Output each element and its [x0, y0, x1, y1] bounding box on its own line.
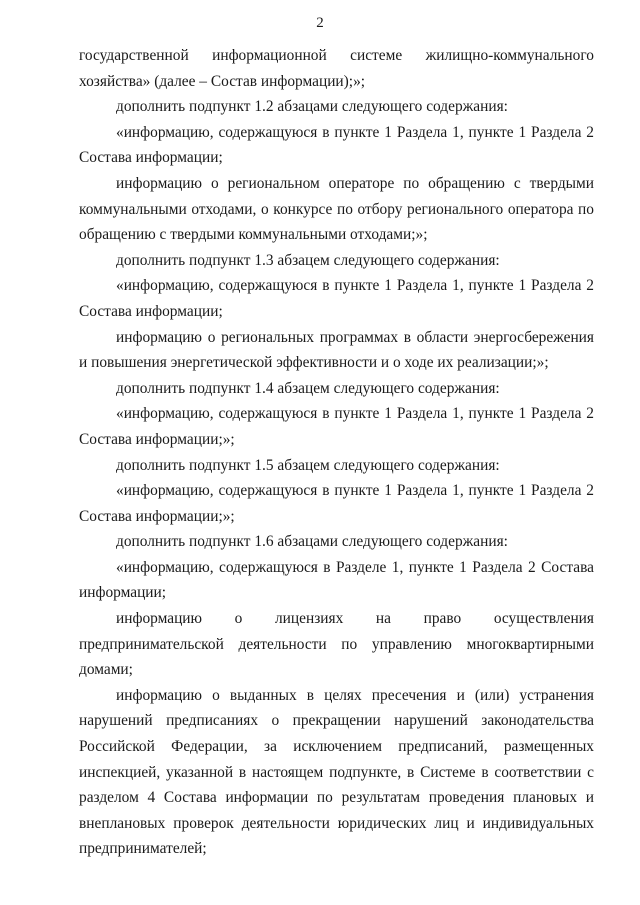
- paragraph: дополнить подпункт 1.4 абзацем следующего содержания:: [116, 379, 500, 397]
- page-number: 2: [316, 15, 324, 31]
- paragraph: «информацию, содержащуюся в пункте 1 Раздела 1, пункте 1 Раздела 2 Состава информации;»;: [79, 405, 594, 448]
- paragraph: «информацию, содержащуюся в пункте 1 Раздела 1, пункте 1 Раздела 2 Состава информации;: [79, 277, 594, 320]
- paragraph: «информацию, содержащуюся в пункте 1 Раздела 1, пункте 1 Раздела 2 Состава информации;»;: [79, 482, 594, 525]
- document-body: [79, 43, 594, 862]
- paragraph: информацию о региональных программах в области энергосбережения и повышения энергетической эффективности и о ходе их реализации;»;: [79, 328, 594, 372]
- paragraph: дополнить подпункт 1.2 абзацами следующего содержания:: [116, 98, 508, 116]
- paragraph: «информацию, содержащуюся в Разделе 1, пункте 1 Раздела 2 Состава информации;: [79, 558, 594, 602]
- paragraph: государственной информационной системе жилищно-коммунального хозяйства» (далее – Состав информации);»;: [79, 47, 594, 90]
- paragraph: информацию о лицензиях на право осуществления предпринимательской деятельности по управлению многоквартирными домами;: [79, 610, 594, 679]
- paragraph: информацию о региональном операторе по обращению с твердыми коммунальными отходами, о конкурсе по отбору регионального оператора по обращению с твердыми коммунальными отходами;»;: [79, 174, 594, 244]
- paragraph: информацию о выданных в целях пресечения и (или) устранения нарушений предписаниях о прекращении нарушений законодательства Российской Федерации, за исключением предписаний, размещенных инспекцией, указанной в настоящем подпункте, в Системе в соответствии с разделом 4 Состава информации по результатам проведения плановых и внеплановых проверок деятельности юридических лиц и индивидуальных предпринимателей;: [79, 686, 594, 858]
- paragraph: дополнить подпункт 1.6 абзацами следующего содержания:: [116, 533, 508, 551]
- paragraph: дополнить подпункт 1.5 абзацем следующего содержания:: [116, 456, 500, 474]
- paragraph: дополнить подпункт 1.3 абзацем следующего содержания:: [116, 251, 500, 269]
- paragraph: «информацию, содержащуюся в пункте 1 Раздела 1, пункте 1 Раздела 2 Состава информации;: [79, 123, 594, 167]
